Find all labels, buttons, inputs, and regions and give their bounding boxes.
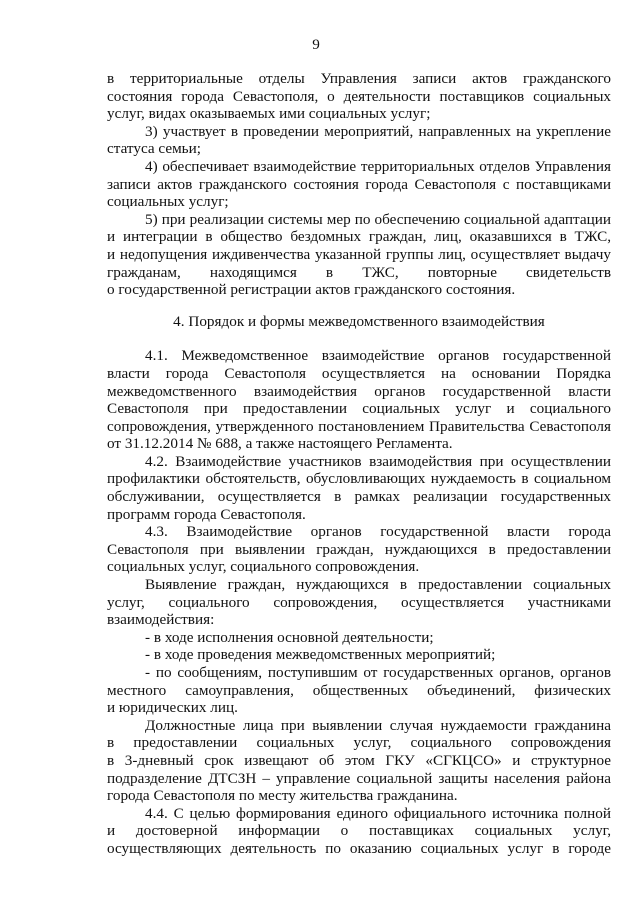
page-number: 9: [312, 36, 320, 53]
text-line: местного самоуправления, общественных объединений, физических: [107, 681, 611, 699]
text-line: Должностные лица при выявлении случая нуждаемости гражданина: [145, 716, 611, 734]
text-line: Севастополя при предоставлении социальных услуг и социального: [107, 400, 611, 418]
text-line: статуса семьи;: [107, 140, 201, 158]
text-line: 5) при реализации системы мер по обеспечению социальной адаптации: [145, 210, 611, 228]
text-line: - по сообщениям, поступившим от государственных органов, органов: [145, 664, 611, 681]
text-line: 4.4. С целью формирования единого официального источника полной: [145, 804, 611, 822]
text-line: и юридических лиц.: [107, 699, 238, 717]
text-line: в территориальные отделы Управления записи актов гражданского: [107, 70, 611, 87]
text-line: программ города Севастополя.: [107, 505, 306, 523]
text-line: 4.2. Взаимодействие участников взаимодействия при осуществлении: [145, 452, 611, 470]
text-line: записи актов гражданского состояния города Севастополя с поставщиками: [107, 175, 611, 193]
text-line: от 31.12.2014 № 688, а также настоящего Регламента.: [107, 435, 453, 453]
text-line: 4.1. Межведомственное взаимодействие органов государственной: [145, 347, 611, 365]
text-line: города Севастополя по месту жительства гражданина.: [107, 787, 458, 805]
text-line: профилактики обстоятельств, обусловливающих нуждаемость в социальном: [107, 470, 611, 488]
text-line: и интеграции в общество бездомных граждан, лиц, оказавшихся в ТЖС,: [107, 228, 611, 246]
text-line: 4) обеспечивает взаимодействие территориальных отделов Управления: [145, 157, 611, 175]
section-heading: 4. Порядок и формы межведомственного взаимодействия: [173, 312, 545, 330]
text-line: 4.3. Взаимодействие органов государственной власти города: [145, 523, 611, 541]
text-line: - в ходе проведения межведомственных мероприятий;: [145, 646, 496, 664]
text-line: 3) участвует в проведении мероприятий, направленных на укрепление: [145, 122, 611, 140]
text-line: Севастополя при выявлении граждан, нуждающихся в предоставлении: [107, 540, 611, 558]
text-line: социальных услуг, социального сопровождения.: [107, 558, 420, 576]
text-line: о государственной регистрации актов гражданского состояния.: [107, 281, 516, 299]
text-line: подразделение ДТСЗН – управление социальной защиты населения района: [107, 769, 611, 787]
document-body: [107, 70, 611, 858]
text-line: - в ходе исполнения основной деятельности;: [145, 628, 434, 646]
text-line: межведомственного взаимодействия органов государственной власти: [107, 382, 611, 400]
text-line: Выявление граждан, нуждающихся в предоставлении социальных: [145, 576, 611, 594]
text-line: и достоверной информации о поставщиках социальных услуг,: [107, 822, 611, 840]
text-line: услуг, видах оказываемых ими социальных услуг;: [107, 105, 431, 123]
text-line: осуществляющих деятельность по оказанию социальных услуг в городе: [107, 839, 611, 857]
text-line: сопровождения, утвержденного постановлением Правительства Севастополя: [107, 417, 611, 435]
text-line: социальных услуг;: [107, 193, 229, 211]
text-line: состояния города Севастополя, о деятельности поставщиков социальных: [107, 87, 611, 105]
text-line: в предоставлении социальных услуг, социального сопровождения: [107, 734, 611, 752]
text-line: власти города Севастополя осуществляется на основании Порядка: [107, 364, 611, 382]
text-line: обслуживании, осуществляется в рамках реализации государственных: [107, 488, 611, 506]
text-line: взаимодействия:: [107, 611, 215, 629]
text-line: услуг, социального сопровождения, осуществляется участниками: [107, 593, 611, 611]
text-line: в 3-дневный срок извещают об этом ГКУ «СГКЦСО» и структурное: [107, 751, 611, 769]
text-line: гражданам, находящимся в ТЖС, повторные свидетельств: [107, 263, 611, 281]
text-line: и недопущения иждивенчества указанной группы лиц, осуществляет выдачу: [107, 245, 611, 263]
